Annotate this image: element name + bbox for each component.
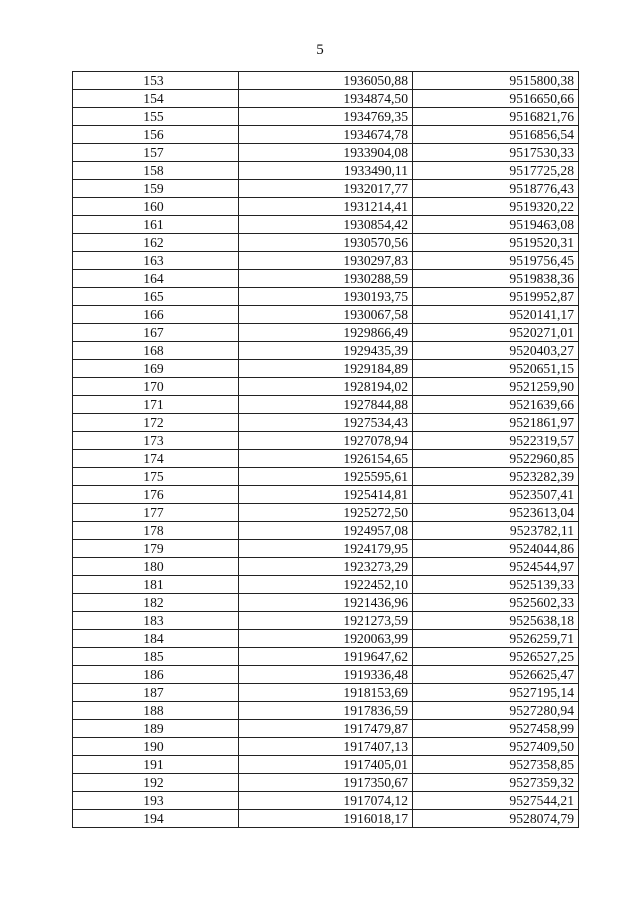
y-coordinate-cell: 9527195,14 (413, 684, 579, 702)
y-coordinate-cell: 9518776,43 (413, 180, 579, 198)
x-coordinate-cell: 1930854,42 (239, 216, 413, 234)
y-coordinate-cell: 9523782,11 (413, 522, 579, 540)
x-coordinate-cell: 1917405,01 (239, 756, 413, 774)
y-coordinate-cell: 9521259,90 (413, 378, 579, 396)
coordinates-table-body (73, 72, 579, 828)
x-coordinate-cell: 1918153,69 (239, 684, 413, 702)
y-coordinate-cell: 9526625,47 (413, 666, 579, 684)
y-coordinate-cell: 9516650,66 (413, 90, 579, 108)
x-coordinate-cell: 1929866,49 (239, 324, 413, 342)
point-number-cell: 184 (73, 630, 239, 648)
y-coordinate-cell: 9520141,17 (413, 306, 579, 324)
point-number-cell: 180 (73, 558, 239, 576)
table-row (73, 792, 579, 810)
point-number-cell: 154 (73, 90, 239, 108)
table-row (73, 198, 579, 216)
y-coordinate-cell: 9520651,15 (413, 360, 579, 378)
y-coordinate-cell: 9527409,50 (413, 738, 579, 756)
x-coordinate-cell: 1923273,29 (239, 558, 413, 576)
table-row (73, 360, 579, 378)
x-coordinate-cell: 1933490,11 (239, 162, 413, 180)
y-coordinate-cell: 9523282,39 (413, 468, 579, 486)
table-row (73, 306, 579, 324)
x-coordinate-cell: 1925414,81 (239, 486, 413, 504)
table-row (73, 90, 579, 108)
table-row (73, 288, 579, 306)
y-coordinate-cell: 9525139,33 (413, 576, 579, 594)
point-number-cell: 188 (73, 702, 239, 720)
y-coordinate-cell: 9519838,36 (413, 270, 579, 288)
x-coordinate-cell: 1925272,50 (239, 504, 413, 522)
y-coordinate-cell: 9523507,41 (413, 486, 579, 504)
y-coordinate-cell: 9527280,94 (413, 702, 579, 720)
x-coordinate-cell: 1917836,59 (239, 702, 413, 720)
y-coordinate-cell: 9526259,71 (413, 630, 579, 648)
point-number-cell: 166 (73, 306, 239, 324)
y-coordinate-cell: 9528074,79 (413, 810, 579, 828)
table-row (73, 72, 579, 90)
x-coordinate-cell: 1934769,35 (239, 108, 413, 126)
y-coordinate-cell: 9519756,45 (413, 252, 579, 270)
point-number-cell: 194 (73, 810, 239, 828)
x-coordinate-cell: 1921273,59 (239, 612, 413, 630)
y-coordinate-cell: 9517725,28 (413, 162, 579, 180)
table-row (73, 180, 579, 198)
table-row (73, 270, 579, 288)
table-row (73, 810, 579, 828)
x-coordinate-cell: 1930193,75 (239, 288, 413, 306)
table-row (73, 450, 579, 468)
point-number-cell: 169 (73, 360, 239, 378)
point-number-cell: 179 (73, 540, 239, 558)
x-coordinate-cell: 1924179,95 (239, 540, 413, 558)
x-coordinate-cell: 1936050,88 (239, 72, 413, 90)
x-coordinate-cell: 1927078,94 (239, 432, 413, 450)
table-row (73, 504, 579, 522)
x-coordinate-cell: 1921436,96 (239, 594, 413, 612)
x-coordinate-cell: 1919647,62 (239, 648, 413, 666)
x-coordinate-cell: 1929184,89 (239, 360, 413, 378)
point-number-cell: 158 (73, 162, 239, 180)
point-number-cell: 156 (73, 126, 239, 144)
point-number-cell: 190 (73, 738, 239, 756)
point-number-cell: 176 (73, 486, 239, 504)
page-number: 5 (316, 42, 324, 58)
point-number-cell: 172 (73, 414, 239, 432)
point-number-cell: 160 (73, 198, 239, 216)
point-number-cell: 187 (73, 684, 239, 702)
y-coordinate-cell: 9522960,85 (413, 450, 579, 468)
x-coordinate-cell: 1933904,08 (239, 144, 413, 162)
x-coordinate-cell: 1916018,17 (239, 810, 413, 828)
point-number-cell: 170 (73, 378, 239, 396)
x-coordinate-cell: 1917407,13 (239, 738, 413, 756)
x-coordinate-cell: 1934674,78 (239, 126, 413, 144)
x-coordinate-cell: 1928194,02 (239, 378, 413, 396)
y-coordinate-cell: 9519463,08 (413, 216, 579, 234)
point-number-cell: 167 (73, 324, 239, 342)
point-number-cell: 159 (73, 180, 239, 198)
point-number-cell: 171 (73, 396, 239, 414)
y-coordinate-cell: 9525638,18 (413, 612, 579, 630)
coordinates-table (72, 71, 579, 828)
point-number-cell: 164 (73, 270, 239, 288)
x-coordinate-cell: 1929435,39 (239, 342, 413, 360)
x-coordinate-cell: 1927534,43 (239, 414, 413, 432)
table-row (73, 342, 579, 360)
table-row (73, 594, 579, 612)
table-row (73, 738, 579, 756)
table-row (73, 756, 579, 774)
point-number-cell: 168 (73, 342, 239, 360)
y-coordinate-cell: 9516821,76 (413, 108, 579, 126)
y-coordinate-cell: 9517530,33 (413, 144, 579, 162)
table-row (73, 666, 579, 684)
point-number-cell: 185 (73, 648, 239, 666)
x-coordinate-cell: 1920063,99 (239, 630, 413, 648)
table-row (73, 216, 579, 234)
table-row (73, 252, 579, 270)
y-coordinate-cell: 9520271,01 (413, 324, 579, 342)
point-number-cell: 178 (73, 522, 239, 540)
x-coordinate-cell: 1924957,08 (239, 522, 413, 540)
x-coordinate-cell: 1932017,77 (239, 180, 413, 198)
table-row (73, 378, 579, 396)
y-coordinate-cell: 9527544,21 (413, 792, 579, 810)
x-coordinate-cell: 1926154,65 (239, 450, 413, 468)
table-row (73, 108, 579, 126)
point-number-cell: 165 (73, 288, 239, 306)
y-coordinate-cell: 9516856,54 (413, 126, 579, 144)
point-number-cell: 189 (73, 720, 239, 738)
point-number-cell: 175 (73, 468, 239, 486)
point-number-cell: 192 (73, 774, 239, 792)
table-row (73, 162, 579, 180)
table-row (73, 540, 579, 558)
y-coordinate-cell: 9525602,33 (413, 594, 579, 612)
point-number-cell: 155 (73, 108, 239, 126)
table-row (73, 234, 579, 252)
table-row (73, 720, 579, 738)
table-row (73, 126, 579, 144)
point-number-cell: 157 (73, 144, 239, 162)
x-coordinate-cell: 1931214,41 (239, 198, 413, 216)
table-row (73, 630, 579, 648)
table-row (73, 684, 579, 702)
point-number-cell: 177 (73, 504, 239, 522)
y-coordinate-cell: 9527358,85 (413, 756, 579, 774)
y-coordinate-cell: 9515800,38 (413, 72, 579, 90)
point-number-cell: 162 (73, 234, 239, 252)
point-number-cell: 191 (73, 756, 239, 774)
point-number-cell: 174 (73, 450, 239, 468)
y-coordinate-cell: 9522319,57 (413, 432, 579, 450)
x-coordinate-cell: 1930288,59 (239, 270, 413, 288)
table-row (73, 612, 579, 630)
y-coordinate-cell: 9526527,25 (413, 648, 579, 666)
point-number-cell: 173 (73, 432, 239, 450)
point-number-cell: 186 (73, 666, 239, 684)
table-row (73, 414, 579, 432)
x-coordinate-cell: 1934874,50 (239, 90, 413, 108)
y-coordinate-cell: 9521861,97 (413, 414, 579, 432)
point-number-cell: 183 (73, 612, 239, 630)
y-coordinate-cell: 9520403,27 (413, 342, 579, 360)
y-coordinate-cell: 9527359,32 (413, 774, 579, 792)
table-row (73, 558, 579, 576)
table-row (73, 576, 579, 594)
x-coordinate-cell: 1922452,10 (239, 576, 413, 594)
x-coordinate-cell: 1930067,58 (239, 306, 413, 324)
table-row (73, 486, 579, 504)
table-row (73, 396, 579, 414)
point-number-cell: 153 (73, 72, 239, 90)
x-coordinate-cell: 1925595,61 (239, 468, 413, 486)
point-number-cell: 161 (73, 216, 239, 234)
table-row (73, 432, 579, 450)
y-coordinate-cell: 9524044,86 (413, 540, 579, 558)
table-row (73, 648, 579, 666)
y-coordinate-cell: 9519520,31 (413, 234, 579, 252)
x-coordinate-cell: 1930570,56 (239, 234, 413, 252)
table-row (73, 324, 579, 342)
y-coordinate-cell: 9519952,87 (413, 288, 579, 306)
y-coordinate-cell: 9527458,99 (413, 720, 579, 738)
table-row (73, 702, 579, 720)
x-coordinate-cell: 1917350,67 (239, 774, 413, 792)
point-number-cell: 181 (73, 576, 239, 594)
y-coordinate-cell: 9521639,66 (413, 396, 579, 414)
x-coordinate-cell: 1930297,83 (239, 252, 413, 270)
table-row (73, 522, 579, 540)
x-coordinate-cell: 1919336,48 (239, 666, 413, 684)
table-row (73, 144, 579, 162)
table-row (73, 468, 579, 486)
x-coordinate-cell: 1927844,88 (239, 396, 413, 414)
y-coordinate-cell: 9519320,22 (413, 198, 579, 216)
y-coordinate-cell: 9524544,97 (413, 558, 579, 576)
y-coordinate-cell: 9523613,04 (413, 504, 579, 522)
table-row (73, 774, 579, 792)
x-coordinate-cell: 1917074,12 (239, 792, 413, 810)
x-coordinate-cell: 1917479,87 (239, 720, 413, 738)
point-number-cell: 163 (73, 252, 239, 270)
point-number-cell: 193 (73, 792, 239, 810)
point-number-cell: 182 (73, 594, 239, 612)
